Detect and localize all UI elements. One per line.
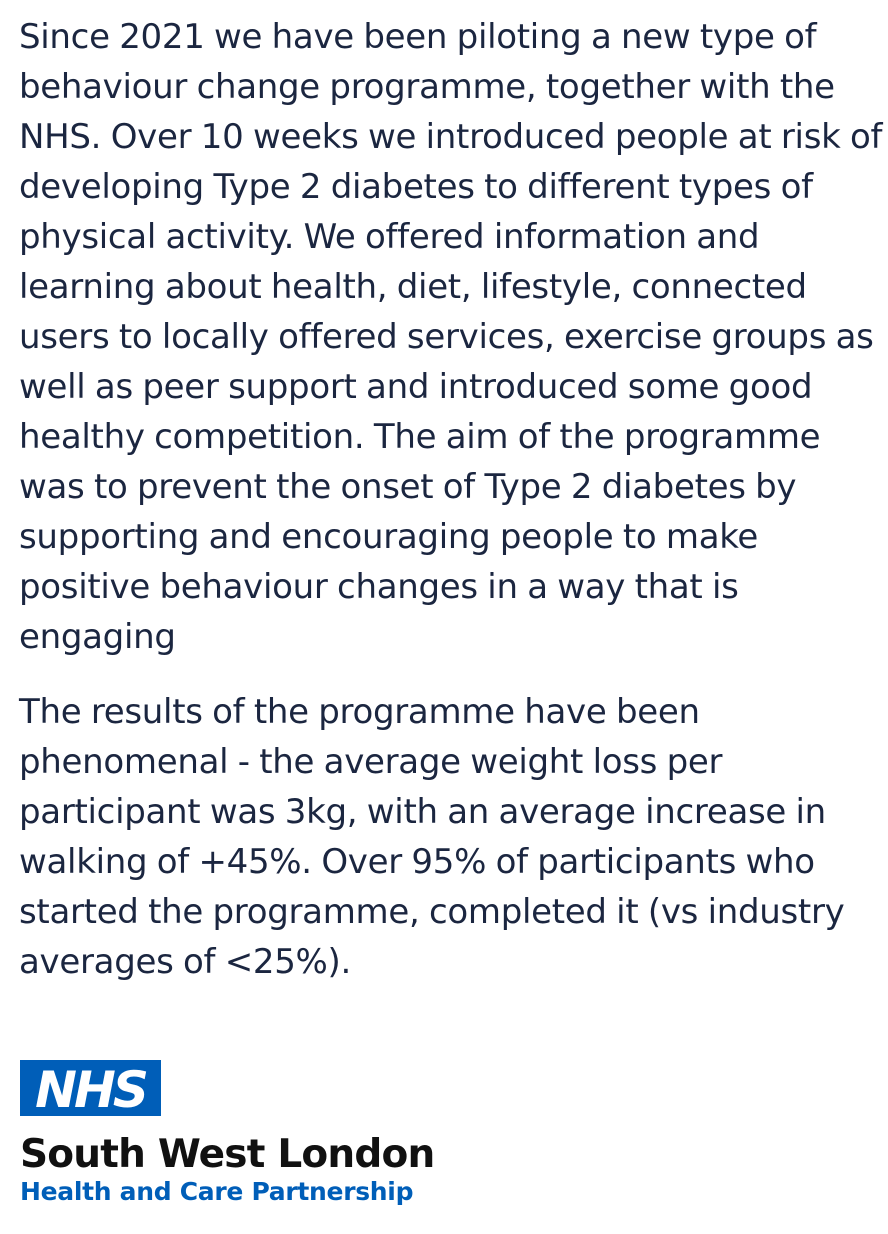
- results-paragraph: The results of the programme have been phenomenal - the average weight loss per participant was 3kg, with an average increase in walking of +45%. Over 95% of participants who started the programme, completed it (vs industry averages of <25%).: [19, 692, 845, 982]
- organisation-subtitle: Health and Care Partnership: [20, 1177, 414, 1206]
- organisation-name: South West London: [20, 1132, 435, 1177]
- partner-logo: [20, 1060, 480, 1208]
- nhs-logo-text: NHS: [35, 1061, 146, 1116]
- article-body: [19, 12, 885, 987]
- nhs-logo-icon: [20, 1060, 161, 1116]
- intro-paragraph: Since 2021 we have been piloting a new type of behaviour change programme, together with the NHS. Over 10 weeks we introduced people at risk of developing Type 2 diabetes to different types of physical activity. We offered information and learning about health, diet, lifestyle, connected users to locally offered services, exercise groups as well as peer support and introduced some good healthy competition. The aim of the programme was to prevent the onset of Type 2 diabetes by supporting and encouraging people to make positive behaviour changes in a way that is engaging: [19, 17, 883, 657]
